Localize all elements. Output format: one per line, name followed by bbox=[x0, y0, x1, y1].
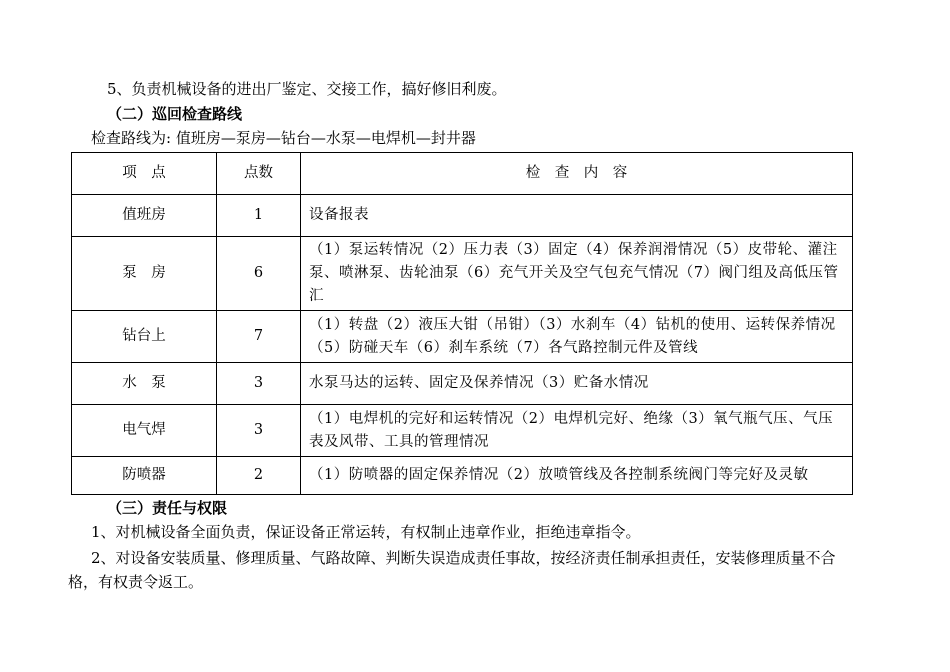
row-item: 泵 房 bbox=[72, 237, 217, 311]
inspection-table bbox=[71, 152, 853, 495]
row-count: 7 bbox=[217, 311, 301, 363]
table-row bbox=[72, 195, 853, 237]
header-item: 项 点 bbox=[72, 153, 217, 195]
row-content: （1）泵运转情况（2）压力表（3）固定（4）保养润滑情况（5）皮带轮、灌注泵、喷淋泵、齿轮油泵（6）充气开关及空气包充气情况（7）阀门组及高低压管汇 bbox=[301, 237, 853, 311]
table-row bbox=[72, 363, 853, 405]
table-row bbox=[72, 405, 853, 457]
header-count: 点数 bbox=[217, 153, 301, 195]
row-content: 设备报表 bbox=[301, 195, 853, 237]
row-item: 值班房 bbox=[72, 195, 217, 237]
section-3-title: （三）责任与权限 bbox=[107, 499, 228, 517]
section-2-title: （二）巡回检查路线 bbox=[107, 105, 243, 123]
table-row bbox=[72, 457, 853, 495]
responsibility-1: 1、对机械设备全面负责，保证设备正常运转，有权制止违章作业，拒绝违章指令。 bbox=[91, 523, 641, 541]
responsibility-2-line-1: 2、对设备安装质量、修理质量、气路故障、判断失误造成责任事故，按经济责任制承担责任，安装修理质量不合 bbox=[91, 549, 836, 567]
row-content: 水泵马达的运转、固定及保养情况（3）贮备水情况 bbox=[301, 363, 853, 405]
table-row bbox=[72, 311, 853, 363]
row-count: 3 bbox=[217, 363, 301, 405]
paragraph-5: 5、负责机械设备的进出厂鉴定、交接工作，搞好修旧利废。 bbox=[107, 80, 507, 98]
row-count: 6 bbox=[217, 237, 301, 311]
inspection-route: 检查路线为: 值班房—泵房—钻台—水泵—电焊机—封井器 bbox=[91, 129, 476, 147]
row-item: 电气焊 bbox=[72, 405, 217, 457]
header-content: 检 查 内 容 bbox=[301, 153, 853, 195]
row-content: （1）防喷器的固定保养情况（2）放喷管线及各控制系统阀门等完好及灵敏 bbox=[301, 457, 853, 495]
responsibility-2-line-2: 格，有权责令返工。 bbox=[68, 573, 204, 591]
table-row bbox=[72, 237, 853, 311]
row-item: 水 泵 bbox=[72, 363, 217, 405]
row-count: 2 bbox=[217, 457, 301, 495]
row-count: 3 bbox=[217, 405, 301, 457]
row-item: 防喷器 bbox=[72, 457, 217, 495]
row-item: 钻台上 bbox=[72, 311, 217, 363]
table-header-row bbox=[72, 153, 853, 195]
row-content: （1）转盘（2）液压大钳（吊钳）（3）水刹车（4）钻机的使用、运转保养情况（5）防碰天车（6）刹车系统（7）各气路控制元件及管线 bbox=[301, 311, 853, 363]
row-content: （1）电焊机的完好和运转情况（2）电焊机完好、绝缘（3）氧气瓶气压、气压表及风带、工具的管理情况 bbox=[301, 405, 853, 457]
row-count: 1 bbox=[217, 195, 301, 237]
